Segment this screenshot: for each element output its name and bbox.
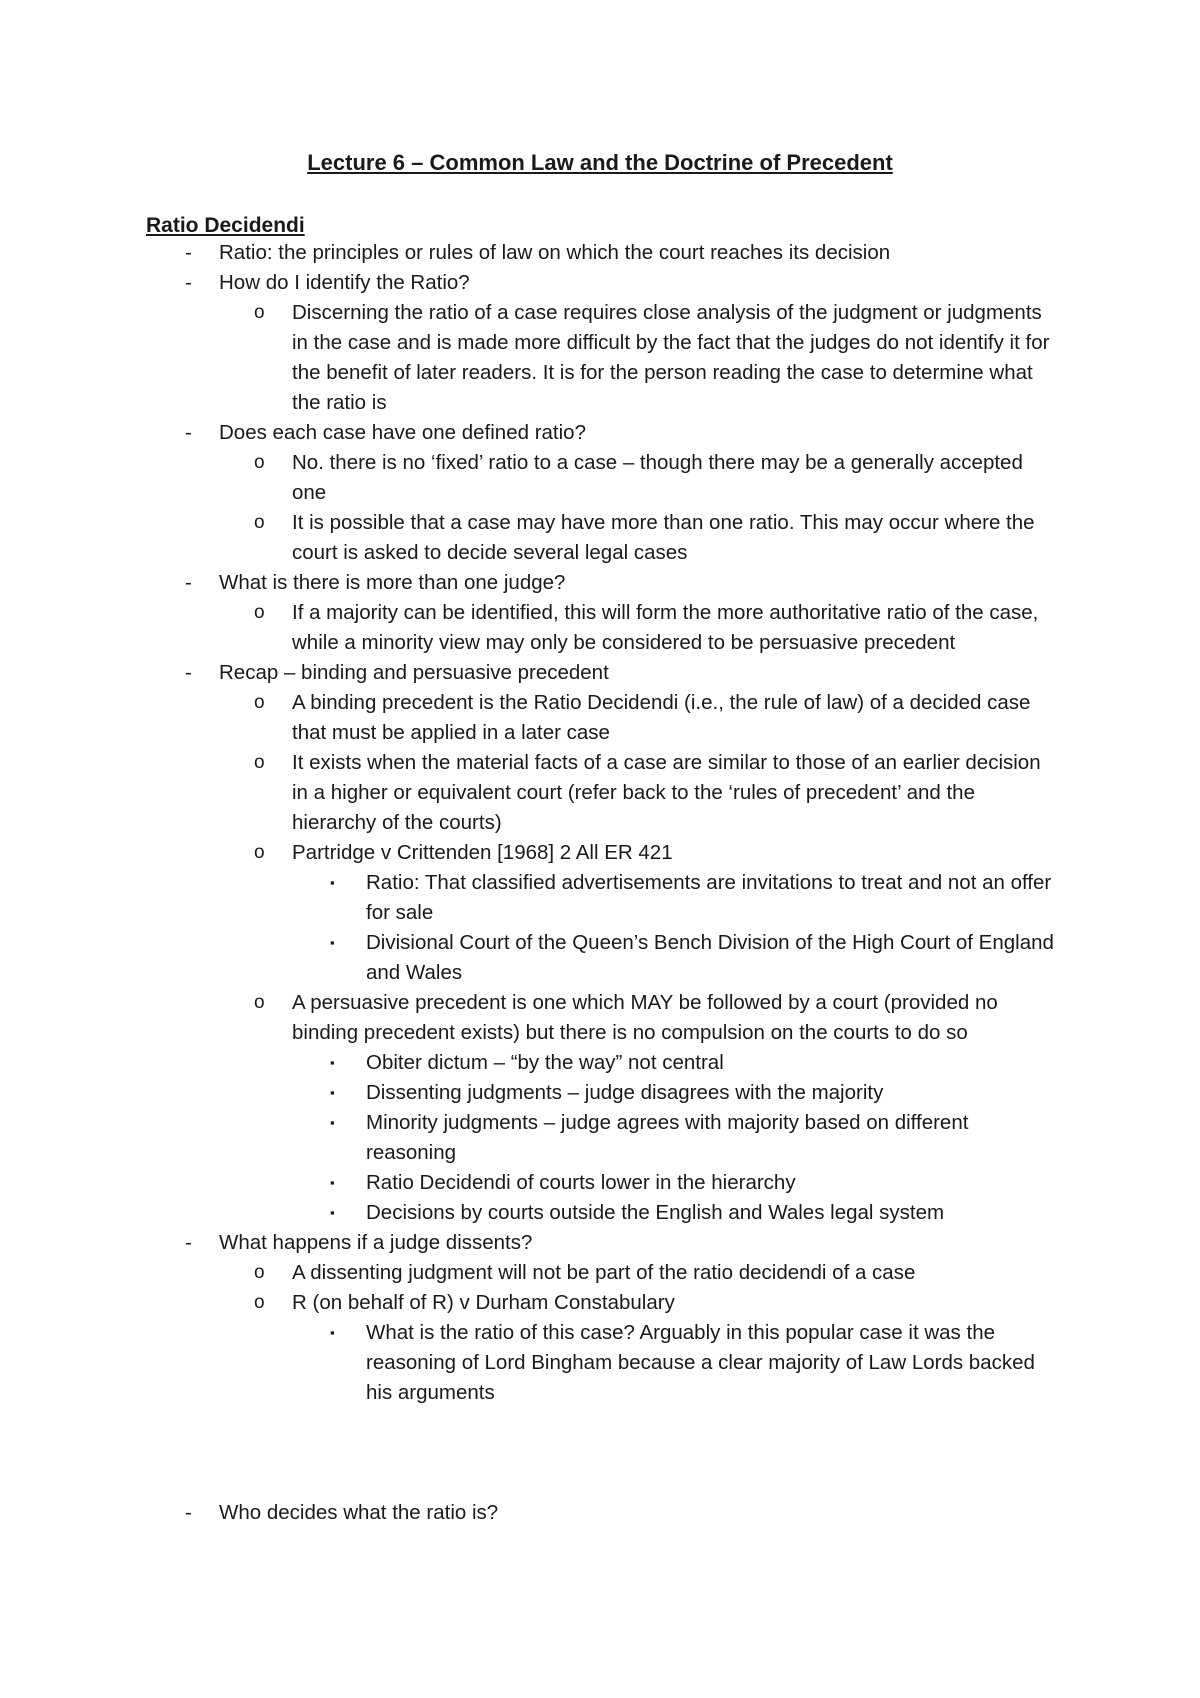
list-item bbox=[0, 268, 1079, 298]
section-heading: Ratio Decidendi bbox=[146, 214, 305, 237]
list-item-text: Ratio Decidendi of courts lower in the hierarchy bbox=[366, 1171, 796, 1194]
circle-bullet: o bbox=[254, 452, 265, 473]
list-item bbox=[0, 298, 1062, 418]
circle-bullet: o bbox=[254, 992, 265, 1013]
circle-bullet: o bbox=[254, 692, 265, 713]
list-item-text: Recap – binding and persuasive precedent bbox=[219, 661, 609, 684]
list-item-text: Partridge v Crittenden [1968] 2 All ER 421 bbox=[292, 841, 673, 864]
list-item-text: What is there is more than one judge? bbox=[219, 571, 566, 594]
list-item bbox=[0, 568, 1079, 598]
list-item bbox=[0, 1078, 1056, 1108]
page-title: Lecture 6 – Common Law and the Doctrine of Precedent bbox=[307, 150, 893, 175]
list-item-text: Decisions by courts outside the English and Wales legal system bbox=[366, 1201, 945, 1224]
square-bullet: ▪ bbox=[330, 1325, 335, 1340]
list-item bbox=[0, 1168, 1056, 1198]
circle-bullet: o bbox=[254, 302, 265, 323]
square-bullet: ▪ bbox=[330, 1205, 335, 1220]
square-bullet: ▪ bbox=[330, 935, 335, 950]
list-item bbox=[0, 598, 1062, 658]
list-item-text: Dissenting judgments – judge disagrees with the majority bbox=[366, 1081, 884, 1104]
square-bullet: ▪ bbox=[330, 875, 335, 890]
list-item bbox=[0, 1228, 1079, 1258]
list-item bbox=[0, 868, 1056, 928]
list-item-text: Obiter dictum – “by the way” not central bbox=[366, 1051, 724, 1074]
list-item bbox=[0, 928, 1056, 988]
circle-bullet: o bbox=[254, 512, 265, 533]
dash-bullet: - bbox=[185, 661, 192, 684]
list-item-text: No. there is no ‘fixed’ ratio to a case – though there may be a generally accepted one bbox=[292, 451, 1023, 504]
list-item-text: Divisional Court of the Queen’s Bench Division of the High Court of England and Wales bbox=[366, 931, 1054, 984]
circle-bullet: o bbox=[254, 1262, 265, 1283]
list-item-text: What is the ratio of this case? Arguably in this popular case it was the reasoning of Lord Bingham because a clear majority of Law Lords backed his arguments bbox=[366, 1321, 1035, 1404]
list-item bbox=[0, 1288, 1062, 1318]
list-item-text: Ratio: That classified advertisements are invitations to treat and not an offer for sale bbox=[366, 871, 1052, 924]
list-item bbox=[0, 508, 1062, 568]
list-item-text: Ratio: the principles or rules of law on which the court reaches its decision bbox=[219, 241, 891, 264]
list-item-text: A dissenting judgment will not be part of the ratio decidendi of a case bbox=[292, 1261, 916, 1284]
list-item bbox=[0, 448, 1062, 508]
list-item-text: A persuasive precedent is one which MAY be followed by a court (provided no binding precedent exists) but there is no compulsion on the courts to do so bbox=[292, 991, 998, 1044]
list-item bbox=[0, 838, 1062, 868]
circle-bullet: o bbox=[254, 1292, 265, 1313]
list-item bbox=[0, 1108, 1056, 1168]
list-item-text: A binding precedent is the Ratio Decidendi (i.e., the rule of law) of a decided case that must be applied in a later case bbox=[292, 691, 1031, 744]
dash-bullet: - bbox=[185, 421, 192, 444]
bullet-list bbox=[0, 238, 1200, 1528]
list-item-text: Who decides what the ratio is? bbox=[219, 1501, 499, 1524]
list-item-text: What happens if a judge dissents? bbox=[219, 1231, 533, 1254]
square-bullet: ▪ bbox=[330, 1055, 335, 1070]
dash-bullet: - bbox=[185, 1501, 192, 1524]
dash-bullet: - bbox=[185, 1231, 192, 1254]
square-bullet: ▪ bbox=[330, 1085, 335, 1100]
list-item-text: It is possible that a case may have more than one ratio. This may occur where the court is asked to decide several legal cases bbox=[292, 511, 1035, 564]
dash-bullet: - bbox=[185, 571, 192, 594]
list-item-text: If a majority can be identified, this will form the more authoritative ratio of the case, while a minority view may only be considered to be persuasive precedent bbox=[292, 601, 1039, 654]
list-item bbox=[0, 238, 1079, 268]
circle-bullet: o bbox=[254, 752, 265, 773]
circle-bullet: o bbox=[254, 602, 265, 623]
list-item bbox=[0, 1048, 1056, 1078]
list-item bbox=[0, 1318, 1056, 1408]
list-item bbox=[0, 1258, 1062, 1288]
blank-space bbox=[0, 1408, 1200, 1498]
list-item-text: Discerning the ratio of a case requires close analysis of the judgment or judgments in the case and is made more difficult by the fact that the judges do not identify it for the benefit of later readers. It is for the person reading the case to determine what the ratio is bbox=[292, 301, 1050, 414]
list-item bbox=[0, 418, 1079, 448]
square-bullet: ▪ bbox=[330, 1115, 335, 1130]
list-item bbox=[0, 1198, 1056, 1228]
list-item-text: Does each case have one defined ratio? bbox=[219, 421, 586, 444]
dash-bullet: - bbox=[185, 271, 192, 294]
list-item bbox=[0, 688, 1062, 748]
list-item-text: It exists when the material facts of a case are similar to those of an earlier decision in a higher or equivalent court (refer back to the ‘rules of precedent’ and the hierarchy of the courts) bbox=[292, 751, 1041, 834]
list-item-text: How do I identify the Ratio? bbox=[219, 271, 470, 294]
list-item bbox=[0, 658, 1079, 688]
list-item bbox=[0, 748, 1062, 838]
list-item-text: Minority judgments – judge agrees with majority based on different reasoning bbox=[366, 1111, 969, 1164]
dash-bullet: - bbox=[185, 241, 192, 264]
list-item-text: R (on behalf of R) v Durham Constabulary bbox=[292, 1291, 675, 1314]
list-item bbox=[0, 1498, 1079, 1528]
circle-bullet: o bbox=[254, 842, 265, 863]
list-item bbox=[0, 988, 1062, 1048]
square-bullet: ▪ bbox=[330, 1175, 335, 1190]
